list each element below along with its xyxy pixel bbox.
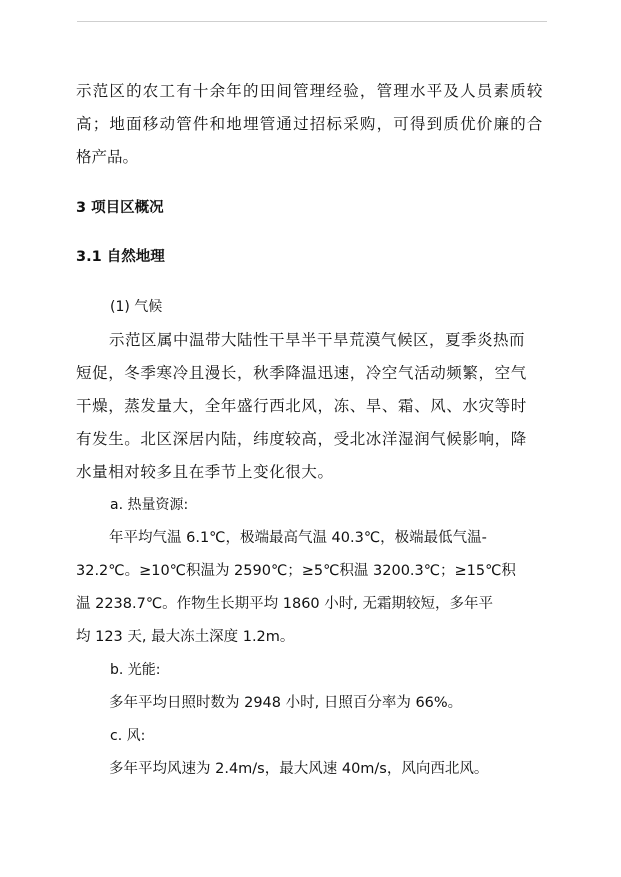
climate-line-2: 短促，冬季寒冷且漫长，秋季降温迅速，冷空气活动频繁，空气 — [76, 364, 527, 382]
section-3-1-heading: 3.1 自然地理 — [76, 249, 165, 265]
intro-line-3: 格产品。 — [76, 148, 139, 166]
intro-line-2: 高；地面移动管件和地埋管通过招标采购，可得到质优价廉的合 — [76, 115, 544, 133]
wind-label: c. 风: — [110, 728, 146, 744]
heat-line-4: 均 123 天, 最大冻土深度 1.2m。 — [76, 629, 295, 645]
section-3-heading: 3 项目区概况 — [76, 200, 164, 216]
light-label: b. 光能: — [110, 662, 161, 678]
climate-label: (1) 气候 — [110, 299, 163, 315]
heat-line-2: 32.2℃。≥10℃积温为 2590℃；≥5℃积温 3200.3℃；≥15℃积 — [76, 563, 516, 579]
climate-line-3: 干燥，蒸发量大，全年盛行西北风，冻、旱、霜、风、水灾等时 — [76, 397, 527, 415]
climate-line-1: 示范区属中温带大陆性干旱半干旱荒漠气候区，夏季炎热而 — [109, 331, 526, 349]
heat-label: a. 热量资源: — [110, 497, 189, 513]
intro-line-1: 示范区的农工有十余年的田间管理经验，管理水平及人员素质较 — [76, 82, 544, 100]
heat-line-3: 温 2238.7℃。作物生长期平均 1860 小时, 无霜期较短，多年平 — [76, 596, 493, 612]
climate-line-5: 水量相对较多且在季节上变化很大。 — [76, 463, 334, 481]
heat-line-1: 年平均气温 6.1℃，极端最高气温 40.3℃，极端最低气温- — [109, 530, 487, 546]
header-rule — [77, 21, 547, 22]
climate-line-4: 有发生。北区深居内陆，纬度较高，受北冰洋湿润气候影响，降 — [76, 430, 527, 448]
wind-line-1: 多年平均风速为 2.4m/s，最大风速 40m/s，风向西北风。 — [109, 761, 489, 777]
light-line-1: 多年平均日照时数为 2948 小时, 日照百分率为 66%。 — [109, 695, 463, 711]
